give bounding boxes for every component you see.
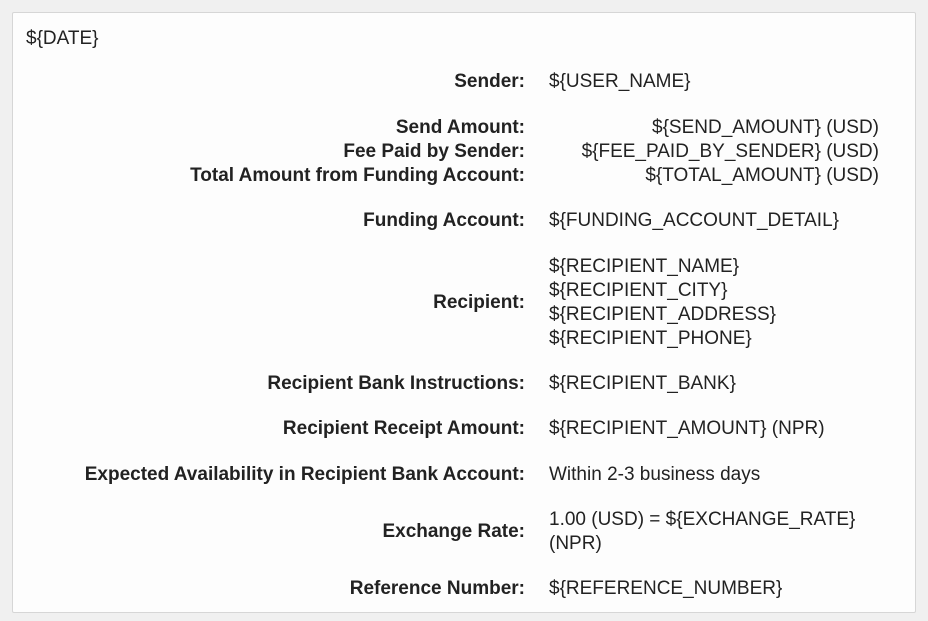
recipient-city-value: ${RECIPIENT_CITY} (549, 280, 728, 301)
availability-value: Within 2-3 business days (549, 464, 761, 485)
fee-paid-value: ${FEE_PAID_BY_SENDER} (USD) (581, 141, 879, 162)
sender-value: ${USER_NAME} (549, 71, 691, 92)
funding-account-value: ${FUNDING_ACCOUNT_DETAIL} (549, 210, 839, 231)
receipt-amount-value: ${RECIPIENT_AMOUNT} (NPR) (549, 418, 825, 439)
reference-label: Reference Number: (349, 578, 525, 599)
recipient-label: Recipient: (433, 292, 525, 313)
recipient-name-value: ${RECIPIENT_NAME} (549, 256, 740, 277)
total-amount-label: Total Amount from Funding Account: (190, 165, 525, 186)
bank-instructions-label: Recipient Bank Instructions: (267, 373, 525, 394)
receipt-card (12, 12, 916, 613)
exchange-rate-value-line2: (NPR) (549, 533, 602, 554)
fee-paid-label: Fee Paid by Sender: (343, 141, 525, 162)
recipient-address-value: ${RECIPIENT_ADDRESS} (549, 304, 777, 325)
receipt-amount-label: Recipient Receipt Amount: (282, 418, 525, 439)
exchange-rate-value-line1: 1.00 (USD) = ${EXCHANGE_RATE} (549, 509, 856, 530)
recipient-phone-value: ${RECIPIENT_PHONE} (549, 328, 752, 349)
receipt-date: ${DATE} (26, 28, 99, 49)
funding-account-label: Funding Account: (363, 210, 525, 231)
reference-value: ${REFERENCE_NUMBER} (549, 578, 783, 599)
send-amount-value: ${SEND_AMOUNT} (USD) (652, 117, 879, 138)
bank-instructions-value: ${RECIPIENT_BANK} (549, 373, 736, 394)
sender-label: Sender: (454, 71, 525, 92)
total-amount-value: ${TOTAL_AMOUNT} (USD) (645, 165, 879, 186)
send-amount-label: Send Amount: (395, 117, 525, 138)
exchange-rate-label: Exchange Rate: (382, 521, 525, 542)
availability-label: Expected Availability in Recipient Bank Account: (84, 464, 525, 485)
